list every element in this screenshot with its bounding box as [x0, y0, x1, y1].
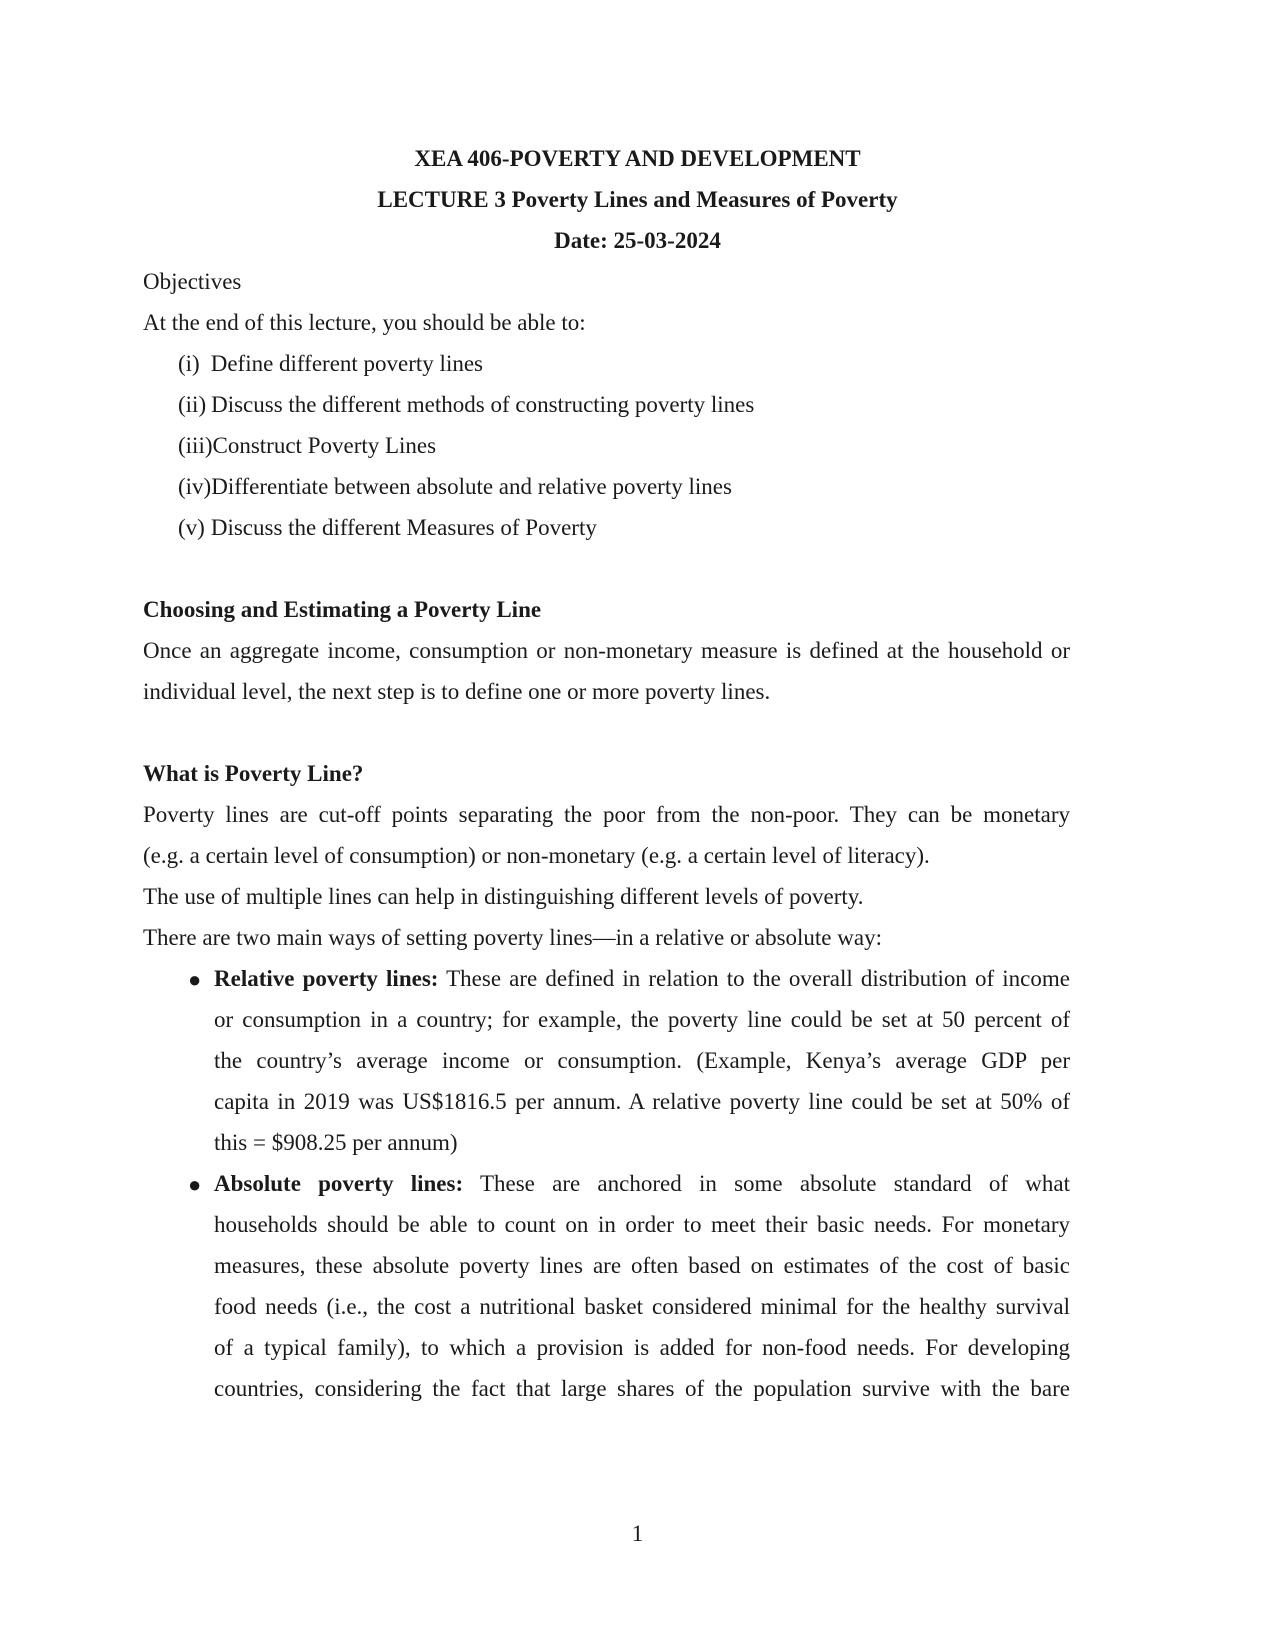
paragraph-line: (e.g. a certain level of consumption) or non-monetary (e.g. a certain level of literacy). [143, 843, 930, 868]
objective-number: (ii) [178, 392, 207, 417]
bullet-line: of a typical family), to which a provision is added for non-food needs. For developing [214, 1335, 1070, 1360]
objective-item [178, 350, 483, 378]
bullet-term: Relative poverty lines: [214, 966, 439, 991]
objective-number: (iii) [178, 433, 213, 458]
objective-number: (iv) [178, 474, 212, 499]
lecture-title: LECTURE 3 Poverty Lines and Measures of Poverty [377, 187, 898, 212]
objective-text: Differentiate between absolute and relative poverty lines [211, 474, 732, 499]
paragraph-line: The use of multiple lines can help in distinguishing different levels of poverty. [143, 884, 864, 909]
bullet-line: the country’s average income or consumption. (Example, Kenya’s average GDP per [214, 1048, 1070, 1073]
objective-text: Construct Poverty Lines [212, 433, 437, 458]
objectives-heading: Objectives [143, 269, 242, 294]
bullet-dot-icon: ● [188, 967, 202, 992]
objective-item [178, 432, 436, 460]
bullet-line: countries, considering the fact that large shares of the population survive with the bare [214, 1376, 1070, 1401]
objective-text: Define different poverty lines [210, 351, 484, 376]
paragraph-line: There are two main ways of setting poverty lines—in a relative or absolute way: [143, 925, 882, 950]
bullet-text: These are anchored in some absolute standard of what [479, 1171, 1070, 1196]
section-heading-choosing: Choosing and Estimating a Poverty Line [143, 597, 542, 622]
objective-number: (v) [178, 515, 205, 540]
bullet-line: or consumption in a country; for example, the poverty line could be set at 50 percent of [214, 1007, 1070, 1032]
bullet-line: food needs (i.e., the cost a nutritional basket considered minimal for the healthy survival [214, 1294, 1070, 1319]
bullet-line: households should be able to count on in order to meet their basic needs. For monetary [214, 1212, 1070, 1237]
bullet-first-line [214, 1170, 1070, 1198]
page-number: 1 [631, 1521, 644, 1546]
course-title: XEA 406-POVERTY AND DEVELOPMENT [414, 146, 861, 171]
bullet-text: These are defined in relation to the overall distribution of income [446, 966, 1070, 991]
bullet-first-line [214, 965, 1070, 993]
bullet-line: measures, these absolute poverty lines are often based on estimates of the cost of basic [214, 1253, 1070, 1278]
objective-number: (i) [178, 351, 200, 376]
paragraph-line: individual level, the next step is to define one or more poverty lines. [143, 679, 771, 704]
bullet-term: Absolute poverty lines: [214, 1171, 464, 1196]
objective-item [178, 514, 597, 542]
paragraph-line: Poverty lines are cut-off points separating the poor from the non-poor. They can be monetary [143, 802, 1070, 827]
objective-text: Discuss the different Measures of Poverty [210, 515, 597, 540]
objectives-intro: At the end of this lecture, you should be able to: [143, 310, 586, 335]
bullet-dot-icon: ● [188, 1172, 202, 1197]
paragraph-line: Once an aggregate income, consumption or non-monetary measure is defined at the household or [143, 638, 1070, 663]
bullet-line: this = $908.25 per annum) [214, 1130, 458, 1155]
objective-item [178, 391, 754, 419]
bullet-line: capita in 2019 was US$1816.5 per annum. A relative poverty line could be set at 50% of [214, 1089, 1070, 1114]
objective-item [178, 473, 732, 501]
lecture-date: Date: 25-03-2024 [554, 228, 721, 253]
section-heading-what-is: What is Poverty Line? [143, 761, 364, 786]
objective-text: Discuss the different methods of constructing poverty lines [211, 392, 755, 417]
